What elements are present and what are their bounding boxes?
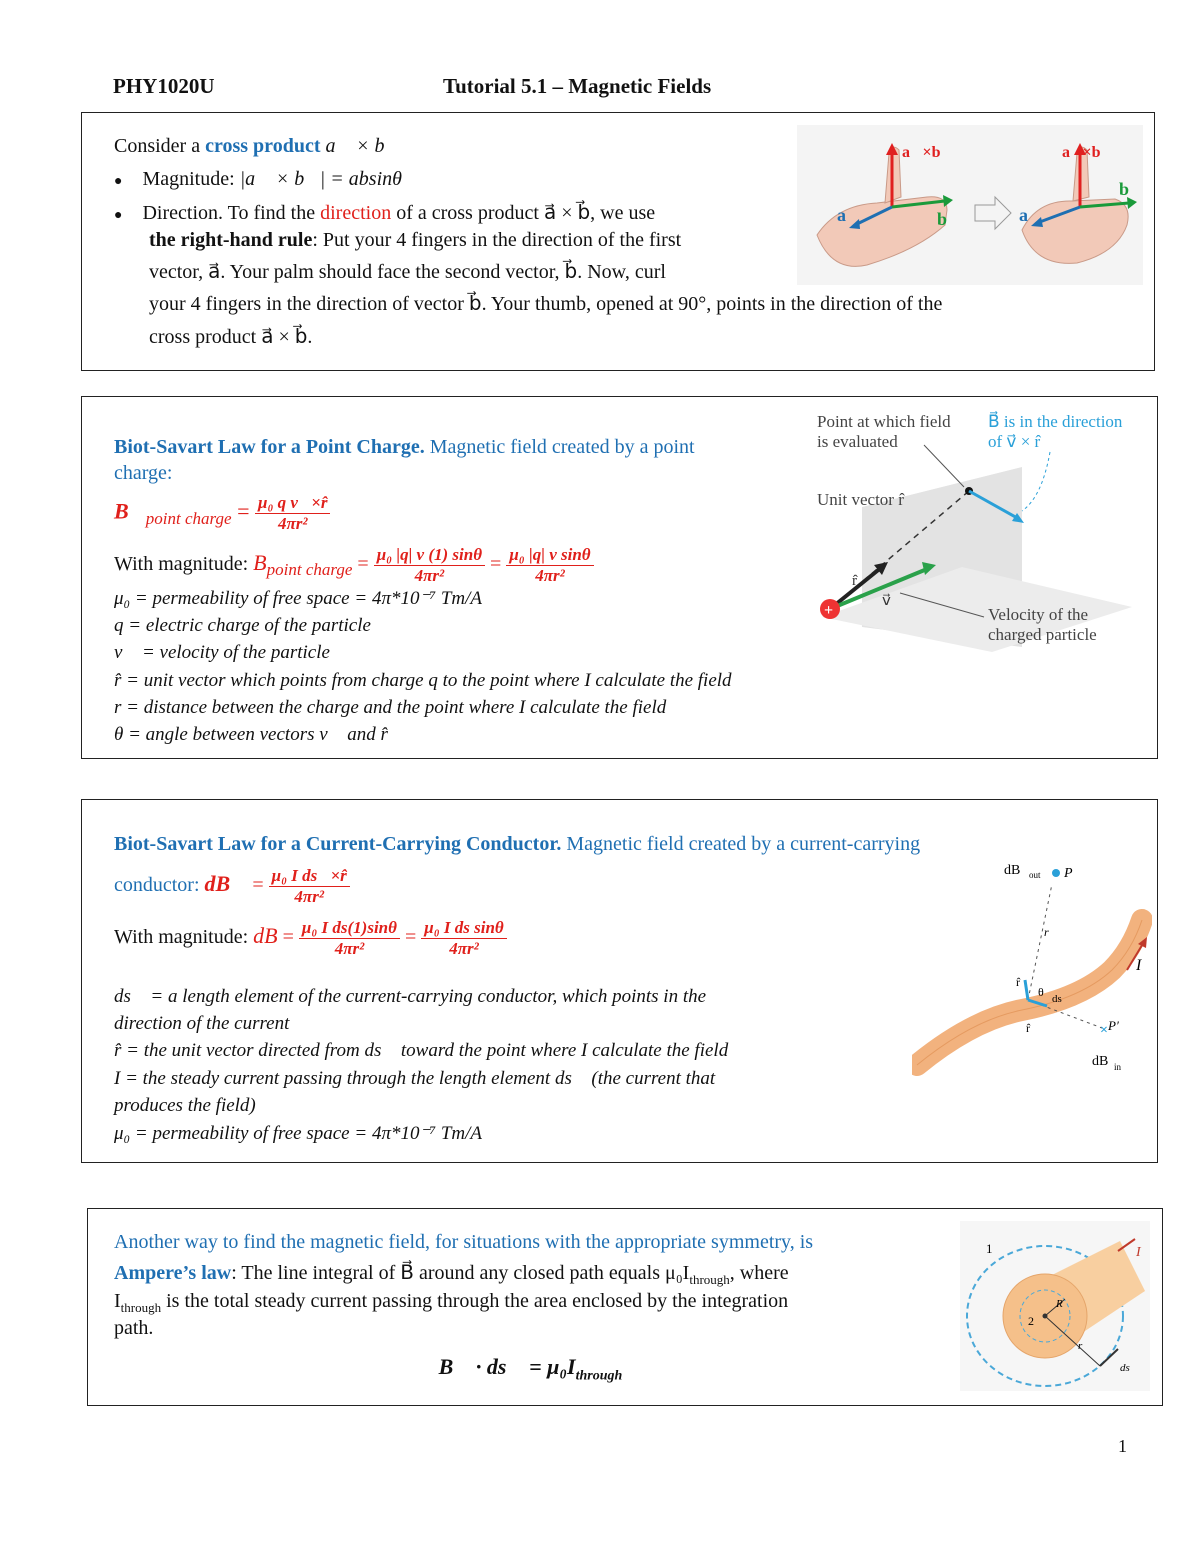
svg-text:+: + [824,602,834,619]
fig-label-direction1: B⃗ is in the direction [988,412,1123,431]
def-theta: θ = angle between vectors v⃗ and r̂ [114,724,388,745]
def-current: I = the steady current passing through the length element ds⃗ (the current that [114,1068,716,1089]
ampere-equation: ∮ B⃗ · ds⃗ = $\mu_0I_{through}$ [416,1354,623,1384]
ampere-law-line: Ampere’s law: The line integral of B⃗ around any closed path equals $\mu_0I_{through}$, where [114,1262,789,1287]
fig-label-I: I [1136,957,1142,974]
point-charge-title: Biot-Savart Law for a Point Charge. Magnetic field created by a point [114,436,695,458]
cross-product-box [81,112,1155,371]
conductor-figure [912,860,1152,1100]
point-P [1052,869,1060,877]
fig-label-rhat-up: r̂ [1016,975,1020,989]
conductor-title: Biot-Savart Law for a Current-Carrying Conductor. Magnetic field created by a current-carrying [114,833,921,855]
conductor-box [81,799,1158,1163]
page-number: 1 [1118,1436,1127,1456]
def-mu0-conductor: μ₀ = permeability of free space = 4π*10⁻⁷ Tm/A [114,1123,483,1144]
fig-label-r-ampere: r [1078,1340,1083,1352]
ampere-path-line: path. [114,1317,154,1339]
fig-label-a-right: a⃗ [1019,205,1043,225]
fig-label-ds-ampere: ds [1120,1362,1130,1374]
def-current-cont: produces the field) [114,1095,256,1116]
fig-label-Pprime: P′ [1108,1018,1119,1033]
point-charge-box [81,396,1158,759]
ampere-ithrough-line: $I_{through}$ is the total steady current passing through the area enclosed by the integration [114,1290,789,1315]
rhr-line1: the right-hand rule: Put your 4 fingers in the direction of the first [149,229,682,251]
fig-label-rhat-down: r̂ [1026,1021,1030,1035]
fig-label-P: P [1064,866,1073,881]
fig-label-point1: Point at which field [817,412,951,431]
ampere-figure [960,1221,1150,1391]
fig-label-R: R [1056,1298,1063,1310]
ampere-box [87,1208,1163,1406]
course-code: PHY1020U [113,74,215,98]
fig-label-2: 2 [1028,1314,1034,1328]
fig-label-rhat: r̂ [852,573,857,589]
def-rhat: r̂ = unit vector which points from charge q to the point where I calculate the field [114,670,732,691]
page-title: Tutorial 5.1 – Magnetic Fields [443,74,712,98]
cross-product-intro: Consider a cross product a⃗ × b⃗ [114,135,401,157]
def-rhat-conductor: r̂ = the unit vector directed from ds⃗ toward the point where I calculate the field [114,1040,729,1061]
def-v: v⃗ = velocity of the particle [114,642,330,663]
r-line-up [1028,884,1052,1000]
point-charge-vector-eq: $B⃗_{point charge}$ = $\frac{\text{μ₀ q v⃗×r̂}}{\text{4πr²}}$ [114,493,330,534]
def-mu0: μ₀ = permeability of free space = 4π*10⁻⁷ Tm/A [114,588,483,609]
rhat-arrow-up [1025,980,1028,1000]
fig-label-unit-vector: Unit vector r̂ [817,490,904,509]
fig-label-axb-right: a⃗×b⃗ [1062,144,1113,161]
fig-label-ds: ds [1052,993,1062,1005]
def-q: q = electric charge of the particle [114,615,371,636]
conductor-vector-eq: conductor: dB⃗ = $\frac{\text{μ₀ I ds⃗×r̂}}{\text{4πr²}}$ [114,866,350,907]
fig-label-b-left: b⃗ [937,209,962,229]
fig-label-axb-left: a⃗×b⃗ [902,144,953,161]
fig-label-dbout: dB [1004,863,1021,878]
svg-text:×: × [1100,1023,1108,1038]
leader-direction [1022,452,1050,511]
fig-label-dbin: dB [1092,1054,1109,1069]
fig-label-1: 1 [986,1241,993,1256]
direction-bullet: ● Direction. To find the direction of a cross product a⃗ × b⃗, we use [114,202,656,224]
fig-label-r: r [1044,925,1049,939]
fig-label-b-right: b⃗ [1119,179,1143,199]
leader-point [924,445,964,487]
fig-label-velocity1: Velocity of the [988,605,1089,624]
fig-label-velocity2: charged particle [988,625,1097,644]
svg-text:in: in [1114,1062,1122,1072]
magnitude-bullet: ● Magnitude: |a⃗ × b⃗| = absinθ [114,168,402,190]
ampere-intro: Another way to find the magnetic field, for situations with the appropriate symmetry, is [114,1231,814,1253]
point-charge-figure [812,407,1142,652]
conductor-magnitude-eq: With magnitude: dB = $\frac{\text{μ₀ I ds(1)sinθ}}{\text{4πr²}}$ = $\frac{\text{μ₀ I ds sinθ}}{\text{4πr²}}$ [114,918,507,959]
rhr-line4: cross product a⃗ × b⃗. [149,326,313,348]
right-hand-rule-figure [797,125,1143,285]
def-ds: ds⃗ = a length element of the current-carrying conductor, which points in the [114,986,707,1007]
svg-text:out: out [1029,870,1041,880]
fig-label-direction2: of v⃗ × r̂ [988,432,1041,451]
point-charge-title-line2: charge: [114,462,173,484]
def-r: r = distance between the charge and the point where I calculate the field [114,697,667,718]
fig-label-v: v⃗ [882,593,891,609]
fig-label-I-ampere: I [1136,1245,1141,1260]
fig-label-a-left: a⃗ [837,205,861,225]
rhr-line2: vector, a⃗. Your palm should face the second vector, b⃗. Now, curl [149,261,666,283]
fig-label-point2: is evaluated [817,432,898,451]
def-ds-cont: direction of the current [114,1013,290,1034]
point-charge-magnitude-eq: With magnitude: $B_{point charge}$ = $\frac{\text{μ₀ |q| v (1) sinθ}}{\text{4πr²}}$ = $\frac{\text{μ₀ |q| v sinθ}}{\text{4πr²}}$ [114,545,594,586]
rhr-line3: your 4 fingers in the direction of vector b⃗. Your thumb, opened at 90°, points in the direction of the [149,293,943,315]
fig-label-theta: θ [1038,985,1044,999]
